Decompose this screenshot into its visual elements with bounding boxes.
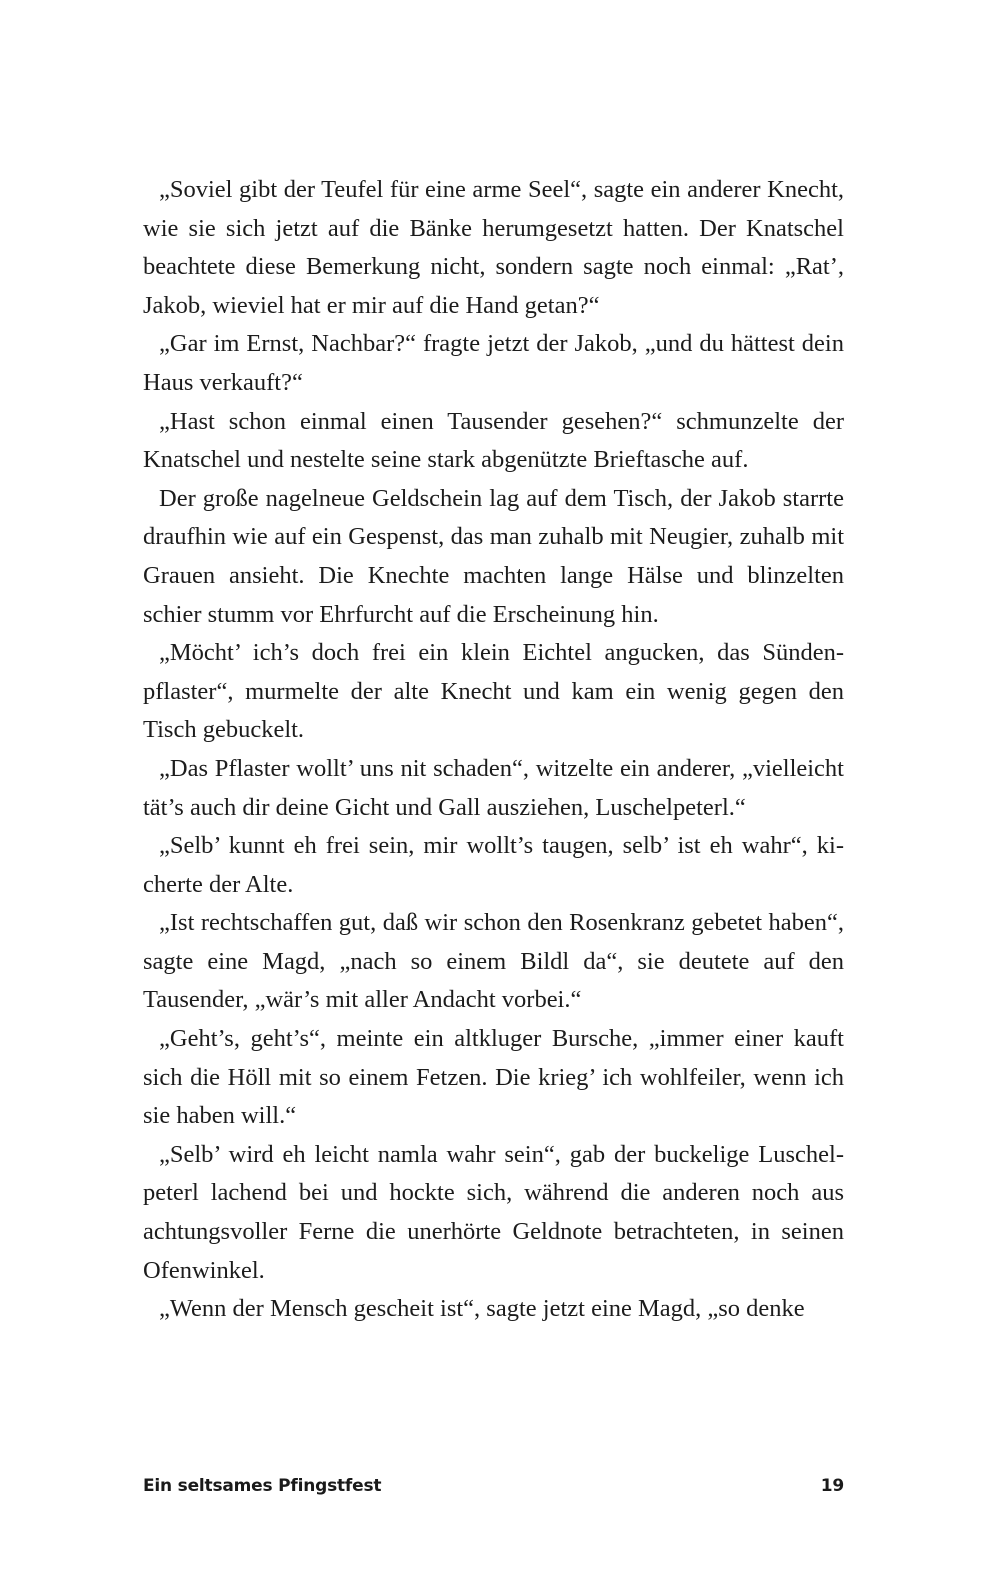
body-text (143, 171, 844, 1329)
running-title: Ein seltsames Pfingstfest (143, 1476, 382, 1496)
page-footer (143, 1471, 844, 1501)
paragraph: „Soviel gibt der Teufel für eine arme Seel“, sagte ein anderer Knecht, wie sie sich jetzt auf die Bänke herumgesetzt hatten. Der Knatschel beachtete diese Bemerkung nicht, sondern sagte noch einmal: „Rat’, Jakob, wieviel hat er mir auf die Hand getan?“ (143, 176, 844, 319)
paragraph: „Selb’ wird eh leicht namla wahr sein“, gab der buckelige Luschelpeterl lachend bei und hockte sich, während die anderen noch aus achtungsvoller Ferne die unerhörte Geldnote betrachteten, in seinen Ofenwinkel. (143, 1140, 844, 1284)
page-number: 19 (820, 1476, 844, 1496)
paragraph: „Möcht’ ich’s doch frei ein klein Eichtel angucken, das Sündenpflaster“, murmelte der alte Knecht und kam ein wenig gegen den Tisch gebuckelt. (143, 639, 844, 744)
paragraph: „Geht’s, geht’s“, meinte ein altkluger Bursche, „immer einer kauft sich die Höll mit so einem Fetzen. Die krieg’ ich wohlfeiler, wenn ich sie haben will.“ (143, 1025, 844, 1130)
paragraph: „Das Pflaster wollt’ uns nit schaden“, witzelte ein anderer, „vielleicht tät’s auch dir deine Gicht und Gall ausziehen, Luschelpeterl.“ (143, 754, 844, 821)
paragraph: „Hast schon einmal einen Tausender gesehen?“ schmunzelte der Knatschel und nestelte seine stark abgenützte Brieftasche auf. (143, 407, 844, 474)
paragraph: Der große nagelneue Geldschein lag auf dem Tisch, der Jakob starrte draufhin wie auf ein Gespenst, das man zuhalb mit Neugier, zuhalb mit Grauen ansieht. Die Knechte machten lange Hälse und blinzelten schier stumm vor Ehrfurcht auf die Erscheinung hin. (143, 484, 844, 628)
paragraph: „Selb’ kunnt eh frei sein, mir wollt’s taugen, selb’ ist eh wahr“, kicherte der Alte. (143, 832, 844, 898)
paragraph: „Ist rechtschaffen gut, daß wir schon den Rosenkranz gebetet haben“, sagte eine Magd, „nach so einem Bildl da“, sie deutete auf den Tausender, „wär’s mit aller Andacht vorbei.“ (143, 909, 844, 1014)
paragraph: „Wenn der Mensch gescheit ist“, sagte jetzt eine Magd, „so denke (159, 1295, 805, 1323)
paragraph: „Gar im Ernst, Nachbar?“ fragte jetzt der Jakob, „und du hättest dein Haus verkauft?“ (143, 330, 844, 396)
